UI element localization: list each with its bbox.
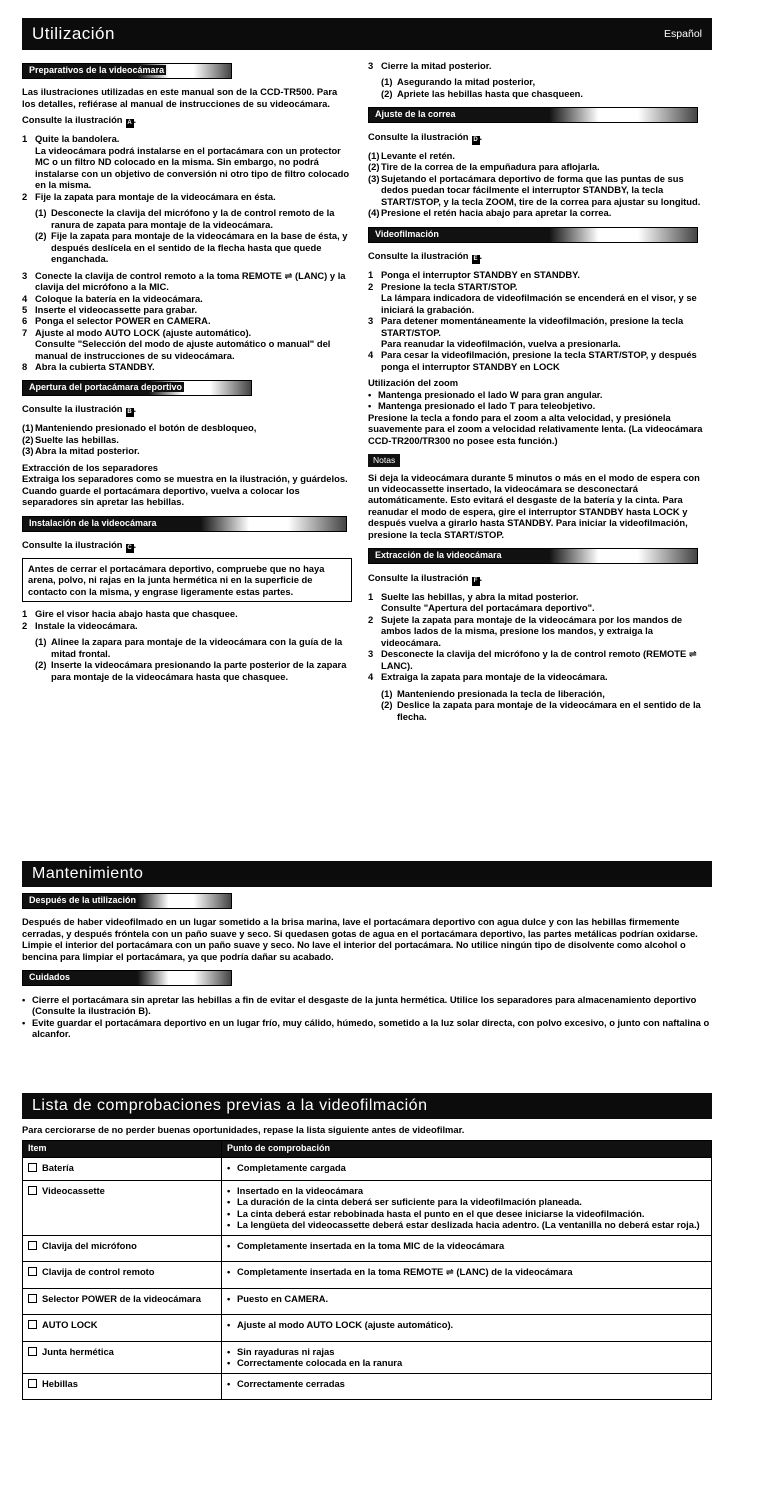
list-item bbox=[22, 422, 352, 433]
separators-text: Extraiga los separadores como se muestra en la ilustración, y guárdelos. Cuando guarde el portacámara deportivo, vuelva a colocar los separadores sin apretar las hebillas. bbox=[22, 473, 348, 508]
checkpoint-item bbox=[227, 1293, 706, 1304]
steps-list bbox=[368, 269, 708, 372]
checkpoint-text: Ajuste al modo AUTO LOCK (ajuste automático). bbox=[237, 1319, 454, 1331]
table-row bbox=[23, 1315, 712, 1341]
item-text: Instale la videocámara. bbox=[35, 619, 138, 631]
item-text: Sujetando el portacámara deportivo de forma que las puntas de sus dedos puedan tocar fácilmente el interruptor STANDBY, la tecla START/STOP, y la tecla ZOOM, tire de la correa para ajustar su longitud. bbox=[381, 172, 701, 207]
checkpoint-item bbox=[227, 1219, 706, 1230]
item-text: Fije la zapata para montaje de la videocámara en la base de ésta, y después deslícela en el sentido de la flecha hasta que quede enganchada. bbox=[51, 230, 348, 265]
illustration-ref: Consulte la ilustración A . bbox=[22, 114, 137, 127]
item-number: (1) bbox=[381, 76, 393, 88]
bullet-icon: • bbox=[227, 1319, 231, 1331]
item-label: AUTO LOCK bbox=[42, 1319, 98, 1331]
bullet-icon: • bbox=[368, 388, 372, 400]
checkpoint-item bbox=[227, 1357, 706, 1368]
item-label: Hebillas bbox=[42, 1377, 78, 1389]
notes-tag: Notas bbox=[368, 454, 400, 466]
language-label: Español bbox=[664, 27, 702, 40]
list-item bbox=[368, 161, 708, 172]
checkpoint-cell bbox=[222, 1180, 712, 1235]
checkpoint-text: Completamente insertada en la toma REMOTE ⇌ (LANC) de la videocámara bbox=[237, 1266, 573, 1278]
steps-list bbox=[22, 133, 352, 202]
list-item bbox=[368, 269, 708, 280]
checkpoint-text: Correctamente cerradas bbox=[237, 1377, 345, 1389]
list-item bbox=[22, 133, 352, 144]
substeps-list bbox=[368, 688, 708, 722]
list-item bbox=[22, 230, 352, 264]
item-text: La lámpara indicadora de videofilmación se encenderá en el visor, y se iniciará la grabación. bbox=[381, 292, 697, 315]
illustration-icon: B bbox=[127, 409, 132, 416]
section-title-utilizacion: Utilización bbox=[32, 23, 115, 43]
mantenimiento-header-bar bbox=[22, 861, 712, 887]
item-cell bbox=[23, 1341, 222, 1373]
section-title-checklist: Lista de comprobaciones previas a la videofilmación bbox=[32, 1097, 428, 1115]
item-number: 4 bbox=[368, 349, 374, 361]
checkpoint-cell bbox=[222, 1373, 712, 1399]
maintenance-text: Después de haber videofilmado en un lugar sometido a la brisa marina, lave el portacámara deportivo con agua dulce y con las hebillas firmemente cerradas, y después fróntela con un paño suave y seco. Si quedasen gotas de agua en el portacámara deportivo, las partes metálicas podrían oxidarse. Limpie el interior del portacámara con un paño suave y seco. No lave el interior del portacámara. No utilice ningún tipo de disolvente como alcohol o bencina para limpiar el portacámara, ya que podría dañar su acabado. bbox=[22, 916, 698, 962]
checkpoint-text: Sin rayaduras ni rajas bbox=[237, 1345, 335, 1357]
bullet-text: Mantenga presionado el lado W para gran angular. bbox=[378, 388, 603, 400]
utilizacion-header-bar bbox=[22, 18, 712, 50]
item-text: Gire el visor hacia abajo hasta que chasquee. bbox=[35, 608, 238, 620]
item-text: Para cesar la videofilmación, presione la tecla START/STOP, y después ponga el interruptor STANDBY en LOCK bbox=[381, 349, 697, 372]
item-text: Sujete la zapata para montaje de la videocámara por los mandos de ambos lados de la misma, presione los mandos, y extraiga la videocámara. bbox=[381, 613, 683, 648]
item-text: Para detener momentáneamente la videofilmación, presione la tecla START/STOP. bbox=[381, 315, 684, 338]
item-number: 2 bbox=[368, 613, 374, 625]
item-number: 1 bbox=[22, 133, 28, 145]
list-item bbox=[368, 60, 708, 71]
item-number: (1) bbox=[22, 422, 34, 434]
item-number: 1 bbox=[368, 590, 374, 602]
item-text: Presione el retén hacia abajo para apretar la correa. bbox=[381, 207, 612, 219]
substeps-list bbox=[368, 76, 708, 99]
item-text: Inserte la videocámara presionando la parte posterior de la zapara para montaje de la videocámara hasta que chasquee. bbox=[51, 659, 347, 682]
checklist-section bbox=[22, 1124, 712, 1400]
item-number bbox=[368, 602, 381, 613]
substeps-list bbox=[22, 636, 352, 682]
checkpoint-text: Completamente cargada bbox=[237, 1162, 346, 1174]
item-number: 8 bbox=[22, 361, 28, 373]
checkpoint-cell bbox=[222, 1158, 712, 1180]
item-number: (1) bbox=[35, 207, 47, 219]
bullet-icon: • bbox=[227, 1266, 231, 1278]
separators-title: Extracción de los separadores bbox=[22, 461, 158, 473]
table-row bbox=[23, 1341, 712, 1373]
col-item-header: Item bbox=[23, 1141, 222, 1158]
item-number bbox=[22, 145, 35, 191]
item-text: Asegurando la mitad posterior, bbox=[397, 76, 536, 88]
item-number: 4 bbox=[368, 671, 374, 683]
item-text: Alinee la zapara para montaje de la videocámara con la guía de la mitad frontal. bbox=[51, 636, 343, 659]
item-cell bbox=[23, 1180, 222, 1235]
item-number: 3 bbox=[368, 315, 374, 327]
steps-list bbox=[22, 422, 352, 456]
item-text: Cierre la mitad posterior. bbox=[381, 60, 492, 71]
steps-list bbox=[368, 150, 708, 219]
list-item bbox=[22, 327, 352, 338]
checkpoint-text: Completamente insertada en la toma MIC de la videocámara bbox=[237, 1239, 505, 1251]
list-item bbox=[22, 315, 352, 326]
left-column bbox=[22, 60, 352, 687]
item-text: La videocámara podrá instalarse en el portacámara con un protector MC o un filtro ND colocado en la misma. Sin embargo, no podrá instalarse con un objetivo de conversión ni otro tipo de filtro colocado en la misma. bbox=[35, 144, 350, 191]
list-item bbox=[22, 361, 352, 372]
checkpoint-cell bbox=[222, 1288, 712, 1314]
bullet-icon: • bbox=[227, 1219, 231, 1231]
illustration-ref: Consulte la ilustración E . bbox=[368, 250, 483, 263]
item-number bbox=[22, 338, 35, 361]
checklist-header-bar bbox=[22, 1093, 712, 1119]
item-text: Tire de la correa de la empuñadura para aflojarla. bbox=[381, 161, 600, 173]
bullet-icon: • bbox=[368, 400, 372, 412]
item-text: Manteniendo presionado el botón de desbloqueo, bbox=[35, 422, 257, 434]
heading-apertura: Apertura del portacámara deportivo bbox=[22, 380, 252, 396]
list-item bbox=[22, 207, 352, 230]
checkpoint-cell bbox=[222, 1235, 712, 1261]
bullet-icon: • bbox=[22, 1016, 26, 1028]
item-number: (2) bbox=[35, 659, 47, 671]
checkpoint-item bbox=[227, 1185, 706, 1196]
list-item bbox=[22, 636, 352, 659]
checkpoint-cell bbox=[222, 1315, 712, 1341]
item-text: Desconecte la clavija del micrófono y la de control remoto (REMOTE ⇌ LANC). bbox=[381, 648, 697, 671]
list-item bbox=[22, 608, 352, 619]
item-number: (3) bbox=[22, 445, 34, 457]
illustration-icon: E bbox=[473, 256, 478, 263]
notes-text: Si deja la videocámara durante 5 minutos o más en el modo de espera con un videocassette insertado, la videocámara se desconectará automáticamente. Esto evitará el desgaste de la batería y la cinta. Para reanudar el modo de espera, gire el interruptor STANDBY hasta LOCK y después vuelva a girarlo hasta STANDBY. Para iniciar la videofilmación, presione la tecla START/STOP. bbox=[368, 471, 700, 540]
checkbox-icon[interactable] bbox=[28, 1294, 37, 1303]
checklist-header-row bbox=[23, 1141, 712, 1158]
list-item bbox=[368, 292, 708, 315]
steps-list bbox=[22, 608, 352, 631]
item-number: 2 bbox=[368, 280, 374, 292]
checkpoint-text: Insertado en la videocámara bbox=[237, 1184, 364, 1196]
bullet-item bbox=[22, 1017, 712, 1040]
heading-cuidados: Cuidados bbox=[22, 970, 232, 986]
list-item bbox=[368, 614, 708, 648]
item-text: Conecte la clavija de control remoto a la toma REMOTE ⇌ (LANC) y la clavija del micrófono a la MIC. bbox=[35, 269, 346, 293]
item-text: Levante el retén. bbox=[381, 149, 455, 161]
checkpoint-item bbox=[227, 1162, 706, 1173]
checkpoint-cell bbox=[222, 1262, 712, 1288]
item-number: (2) bbox=[35, 230, 47, 242]
item-label: Videocassette bbox=[42, 1184, 105, 1196]
item-number: 6 bbox=[22, 315, 28, 327]
item-number: 4 bbox=[22, 292, 28, 304]
table-row bbox=[23, 1235, 712, 1261]
bullet-icon: • bbox=[227, 1196, 231, 1208]
list-item bbox=[22, 338, 352, 361]
list-item bbox=[22, 445, 352, 456]
item-number: (3) bbox=[368, 172, 380, 184]
list-item bbox=[22, 620, 352, 631]
list-item bbox=[22, 293, 352, 304]
checkpoint-item bbox=[227, 1266, 706, 1277]
zoom-title: Utilización del zoom bbox=[368, 377, 459, 389]
item-number: 2 bbox=[22, 619, 28, 631]
item-text: Extraiga la zapata para montaje de la videocámara. bbox=[381, 671, 608, 683]
list-item bbox=[22, 304, 352, 315]
warning-box: Antes de cerrar el portacámara deportivo, compruebe que no haya arena, polvo, ni rajas en la junta hermética ni en la superficie de contacto con la misma, y engrase ligeramente estas partes. bbox=[22, 558, 352, 602]
illustration-ref: Consulte la ilustración B . bbox=[22, 403, 137, 416]
care-bullets bbox=[22, 994, 712, 1040]
heading-despues: Después de la utilización bbox=[22, 893, 232, 909]
checkbox-icon[interactable] bbox=[28, 1347, 37, 1356]
item-number: (1) bbox=[35, 636, 47, 648]
checkpoint-item bbox=[227, 1240, 706, 1251]
item-text: Para reanudar la videofilmación, vuelva a presionarla. bbox=[381, 337, 621, 349]
bullet-icon: • bbox=[227, 1162, 231, 1174]
item-text: Deslice la zapata para montaje de la videocámara en el sentido de la flecha. bbox=[397, 699, 701, 722]
item-text: Suelte las hebillas. bbox=[35, 433, 119, 445]
list-item bbox=[368, 699, 708, 722]
checkpoint-item bbox=[227, 1208, 706, 1219]
item-text: Ajuste al modo AUTO LOCK (ajuste automático). bbox=[35, 326, 252, 338]
list-item bbox=[22, 191, 352, 202]
checklist-table bbox=[22, 1140, 712, 1400]
item-cell bbox=[23, 1235, 222, 1261]
item-label: Selector POWER de la videocámara bbox=[42, 1292, 201, 1304]
item-text: Manteniendo presionada la tecla de liberación, bbox=[397, 687, 605, 699]
bullet-icon: • bbox=[227, 1357, 231, 1369]
illustration-icon: D bbox=[473, 136, 478, 143]
zoom-bullets bbox=[368, 389, 708, 412]
checkbox-icon[interactable] bbox=[28, 1241, 37, 1250]
steps-list bbox=[368, 60, 708, 71]
col-point-header: Punto de comprobación bbox=[222, 1141, 712, 1158]
bullet-item bbox=[22, 994, 712, 1017]
checkpoint-item bbox=[227, 1196, 706, 1207]
item-cell bbox=[23, 1158, 222, 1180]
checkpoint-text: Puesto en CAMERA. bbox=[237, 1292, 329, 1304]
steps-list bbox=[22, 270, 352, 373]
list-item bbox=[368, 207, 708, 218]
item-label: Clavija de control remoto bbox=[42, 1266, 155, 1278]
table-row bbox=[23, 1262, 712, 1288]
item-text: Presione la tecla START/STOP. bbox=[381, 280, 518, 292]
bullet-icon: • bbox=[227, 1345, 231, 1357]
bullet-item bbox=[368, 400, 708, 411]
list-item bbox=[368, 671, 708, 682]
checkpoint-text: La cinta deberá estar rebobinada hasta el punto en el que desee iniciarse la videofilmación. bbox=[237, 1207, 645, 1219]
list-item bbox=[22, 434, 352, 445]
item-number bbox=[368, 292, 381, 315]
item-text: Consulte "Selección del modo de ajuste automático o manual" del manual de instrucciones de su videocámara. bbox=[35, 338, 331, 361]
bullet-icon: • bbox=[22, 993, 26, 1005]
list-item bbox=[368, 688, 708, 699]
item-number: (1) bbox=[368, 149, 380, 161]
bullet-icon: • bbox=[227, 1292, 231, 1304]
item-text: Inserte el videocassette para grabar. bbox=[35, 303, 198, 315]
list-item bbox=[368, 602, 708, 613]
item-label: Batería bbox=[42, 1162, 74, 1174]
bullet-item bbox=[368, 389, 708, 400]
item-number: 2 bbox=[22, 190, 28, 202]
right-column bbox=[368, 60, 708, 727]
table-row bbox=[23, 1180, 712, 1235]
item-cell bbox=[23, 1288, 222, 1314]
table-row bbox=[23, 1288, 712, 1314]
item-number: 5 bbox=[22, 303, 28, 315]
list-item bbox=[368, 88, 708, 99]
list-item bbox=[368, 648, 708, 671]
item-cell bbox=[23, 1315, 222, 1341]
item-text: Desconecte la clavija del micrófono y la de control remoto de la ranura de zapata para montaje de la videocámara. bbox=[51, 207, 335, 230]
item-number: 7 bbox=[22, 326, 28, 338]
item-text: Ponga el selector POWER en CAMERA. bbox=[35, 315, 211, 327]
heading-preparativos: Preparativos de la videocámara bbox=[22, 63, 232, 79]
bullet-icon: • bbox=[227, 1239, 231, 1251]
item-number: 1 bbox=[22, 608, 28, 620]
checkpoint-text: La duración de la cinta deberá ser suficiente para la videofilmación planeada. bbox=[237, 1196, 582, 1208]
illustration-ref: Consulte la ilustración C . bbox=[22, 539, 137, 551]
list-item bbox=[368, 591, 708, 602]
bullet-icon: • bbox=[227, 1207, 231, 1219]
illustration-icon: A bbox=[127, 120, 132, 127]
item-number: 3 bbox=[368, 648, 374, 660]
heading-extraccion: Extracción de la videocámara bbox=[368, 548, 698, 564]
item-text: Coloque la batería en la videocámara. bbox=[35, 292, 203, 304]
item-text: Consulte "Apertura del portacámara deportivo". bbox=[381, 602, 595, 614]
illustration-icon: F bbox=[472, 577, 480, 586]
bullet-text: Mantenga presionado el lado T para teleobjetivo. bbox=[378, 400, 596, 412]
table-row bbox=[23, 1373, 712, 1399]
checklist-intro: Para cerciorarse de no perder buenas oportunidades, repase la lista siguiente antes de videofilmar. bbox=[22, 1124, 465, 1135]
checkbox-icon[interactable] bbox=[28, 1186, 37, 1195]
steps-list bbox=[368, 591, 708, 683]
bullet-icon: • bbox=[227, 1377, 231, 1389]
checkbox-icon[interactable] bbox=[28, 1320, 37, 1329]
item-cell bbox=[23, 1262, 222, 1288]
illustration-ref: Consulte la ilustración F . bbox=[368, 571, 483, 584]
list-item bbox=[368, 281, 708, 292]
checkbox-icon[interactable] bbox=[28, 1163, 37, 1172]
bullet-text: Evite guardar el portacámara deportivo en un lugar frío, muy cálido, húmedo, sometido a la luz solar directa, con polvo excesivo, o junto con naftalina o alcanfor. bbox=[32, 1016, 710, 1040]
maintenance-section bbox=[22, 890, 712, 1040]
checkbox-icon[interactable] bbox=[28, 1379, 37, 1388]
list-item bbox=[368, 315, 708, 338]
checkpoint-item bbox=[227, 1319, 706, 1330]
item-number bbox=[368, 338, 381, 349]
item-number: 1 bbox=[368, 269, 374, 281]
item-number: (2) bbox=[381, 87, 393, 99]
heading-ajuste: Ajuste de la correa bbox=[368, 107, 698, 123]
section-title-mantenimiento: Mantenimiento bbox=[32, 865, 144, 883]
item-number: (2) bbox=[22, 433, 34, 445]
item-text: Suelte las hebillas, y abra la mitad posterior. bbox=[381, 590, 579, 602]
list-item bbox=[22, 659, 352, 682]
item-cell bbox=[23, 1373, 222, 1399]
zoom-text: Presione la tecla a fondo para el zoom a alta velocidad, y presiónela suavemente para el zoom a velocidad relativamente lenta. (La videocámara CCD-TR200/TR300 no posee esta función.) bbox=[368, 411, 703, 446]
list-item bbox=[368, 150, 708, 161]
list-item bbox=[368, 349, 708, 372]
list-item bbox=[22, 270, 352, 293]
item-number: 3 bbox=[368, 60, 374, 71]
checkbox-icon[interactable] bbox=[28, 1267, 37, 1276]
intro-text: Las ilustraciones utilizadas en este manual son de la CCD-TR500. Para los detalles, refiérase al manual de instrucciones de su videocámara. bbox=[22, 86, 338, 109]
bullet-text: Cierre el portacámara sin apretar las hebillas a fin de evitar el desgaste de la junta hermética. Utilice los separadores para almacenamiento deportivo (Consulte la ilustración B). bbox=[32, 993, 697, 1017]
list-item bbox=[368, 173, 708, 207]
item-label: Junta hermética bbox=[42, 1345, 114, 1357]
illustration-icon: C bbox=[127, 545, 132, 551]
item-text: Quite la bandolera. bbox=[35, 133, 120, 145]
manual-page bbox=[22, 18, 712, 1486]
item-number: (4) bbox=[368, 207, 380, 219]
item-text: Abra la cubierta STANDBY. bbox=[35, 361, 155, 373]
substeps-list bbox=[22, 207, 352, 264]
table-row bbox=[23, 1158, 712, 1180]
item-text: Apriete las hebillas hasta que chasqueen. bbox=[397, 87, 584, 99]
checkpoint-item bbox=[227, 1346, 706, 1357]
item-text: Fije la zapata para montaje de la videocámara en ésta. bbox=[35, 190, 276, 202]
item-number: (1) bbox=[381, 687, 393, 699]
heading-videofilmacion: Videofilmación bbox=[368, 227, 698, 243]
list-item bbox=[22, 145, 352, 191]
checkpoint-text: Correctamente colocada en la ranura bbox=[237, 1357, 403, 1369]
item-number: (2) bbox=[381, 699, 393, 711]
list-item bbox=[368, 76, 708, 87]
item-text: Ponga el interruptor STANDBY en STANDBY. bbox=[381, 269, 580, 281]
item-text: Abra la mitad posterior. bbox=[35, 445, 140, 457]
item-number: 3 bbox=[22, 269, 28, 281]
heading-instalacion: Instalación de la videocámara bbox=[22, 516, 347, 532]
checkpoint-cell bbox=[222, 1341, 712, 1373]
bullet-icon: • bbox=[227, 1184, 231, 1196]
list-item bbox=[368, 338, 708, 349]
checkpoint-text: La lengüeta del videocassette deberá estar deslizada hacia adentro. (La ventanilla no deberá estar roja.) bbox=[237, 1219, 700, 1231]
checkpoint-item bbox=[227, 1378, 706, 1389]
item-number: (2) bbox=[368, 161, 380, 173]
illustration-ref: Consulte la ilustración D . bbox=[368, 130, 483, 143]
item-label: Clavija del micrófono bbox=[42, 1239, 137, 1251]
